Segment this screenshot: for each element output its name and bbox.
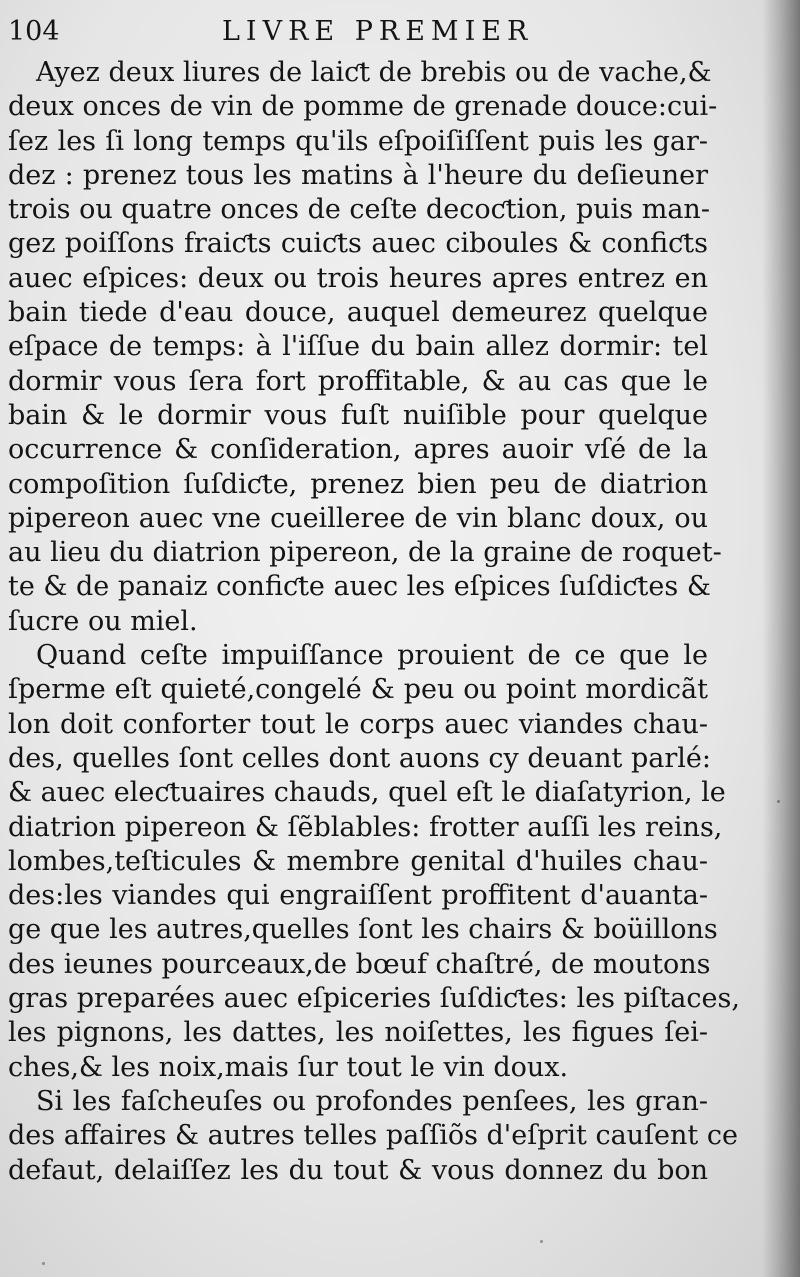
- text-line: pipereon auec vne cueilleree de vin blanc doux, ou: [8, 502, 708, 534]
- text-line: diatrion pipereon & ſẽblables: frotter auſſi les reins,: [8, 811, 723, 843]
- text-line: te & de panaiz confiƈte auec les eſpices ſuſdiƈtes &: [8, 571, 711, 603]
- text-line: ge que les autres,quelles ſont les chairs & boüillons: [8, 914, 718, 946]
- page-number: 104: [8, 16, 60, 47]
- text-line: des ieunes pourceaux,de bœuf chaſtré, de moutons: [8, 948, 711, 980]
- paper-speck: [540, 1240, 543, 1243]
- page-header: [8, 16, 768, 50]
- running-head: LIVRE PREMIER: [222, 16, 534, 47]
- text-line: dez : prenez tous les matins à l'heure du deſieuner: [8, 159, 708, 191]
- paper-speck: [777, 800, 780, 803]
- paper-speck: [42, 1262, 45, 1265]
- text-line: ſperme eſt quieté,congelé & peu ou point mordicãt: [8, 674, 708, 706]
- text-line: dormir vous ſera fort proffitable, & au cas que le: [8, 365, 708, 397]
- text-line: Ayez deux liures de laiƈt de brebis ou de vache,&: [36, 57, 712, 88]
- text-line: deux onces de vin de pomme de grenade douce:cui-: [8, 91, 718, 123]
- text-line: occurrence & conſideration, apres auoir vſé de la: [8, 434, 708, 466]
- text-line: lombes,teſticules & membre genital d'huiles chau-: [8, 845, 708, 877]
- text-line: les pignons, les dattes, les noiſettes, les figues ſei-: [8, 1017, 708, 1049]
- text-line: Si les faſcheuſes ou profondes penſees, les gran-: [36, 1085, 708, 1117]
- text-line: des:les viandes qui engraiſſent proffitent d'auanta-: [8, 880, 708, 912]
- text-line: Quand ceſte impuiſſance prouient de ce que le: [36, 640, 708, 672]
- text-line: eſpace de temps: à l'iſſue du bain allez dormir: tel: [8, 331, 708, 363]
- text-line: ſez les ſi long temps qu'ils eſpoiſiſſent puis les gar-: [8, 125, 708, 157]
- text-line: trois ou quatre onces de ceſte decoƈtion, puis man-: [8, 194, 710, 226]
- text-line: auec eſpices: deux ou trois heures apres entrez en: [8, 262, 708, 294]
- text-line: ches,& les noix,mais ſur tout le vin doux.: [8, 1051, 569, 1083]
- text-line: bain & le dormir vous fuſt nuiſible pour quelque: [8, 399, 708, 431]
- text-line: & auec eleƈtuaires chauds, quel eſt le diaſatyrion, le: [8, 777, 726, 809]
- text-line: gras preparées auec eſpiceries ſuſdiƈtes: les piſtaces,: [8, 983, 740, 1015]
- text-line: lon doit conforter tout le corps auec viandes chau-: [8, 708, 708, 740]
- text-line: au lieu du diatrion pipereon, de la graine de roquet-: [8, 537, 722, 569]
- text-line: des, quelles ſont celles dont auons cy deuant parlé:: [8, 742, 711, 774]
- page-gutter-shadow: [762, 0, 800, 1277]
- body-text: [8, 56, 740, 1188]
- text-line: defaut, delaiſſez les du tout & vous donnez du bon: [8, 1154, 708, 1186]
- text-line: bain tiede d'eau douce, auquel demeurez quelque: [8, 297, 708, 329]
- text-line: compoſition ſuſdiƈte, prenez bien peu de diatrion: [8, 468, 708, 500]
- text-line: des affaires & autres telles paſſiõs d'eſprit cauſent ce: [8, 1120, 738, 1152]
- text-line: gez poiſſons fraiƈts cuiƈts auec ciboules & confiƈts: [8, 228, 708, 260]
- text-line: ſucre ou miel.: [8, 605, 198, 637]
